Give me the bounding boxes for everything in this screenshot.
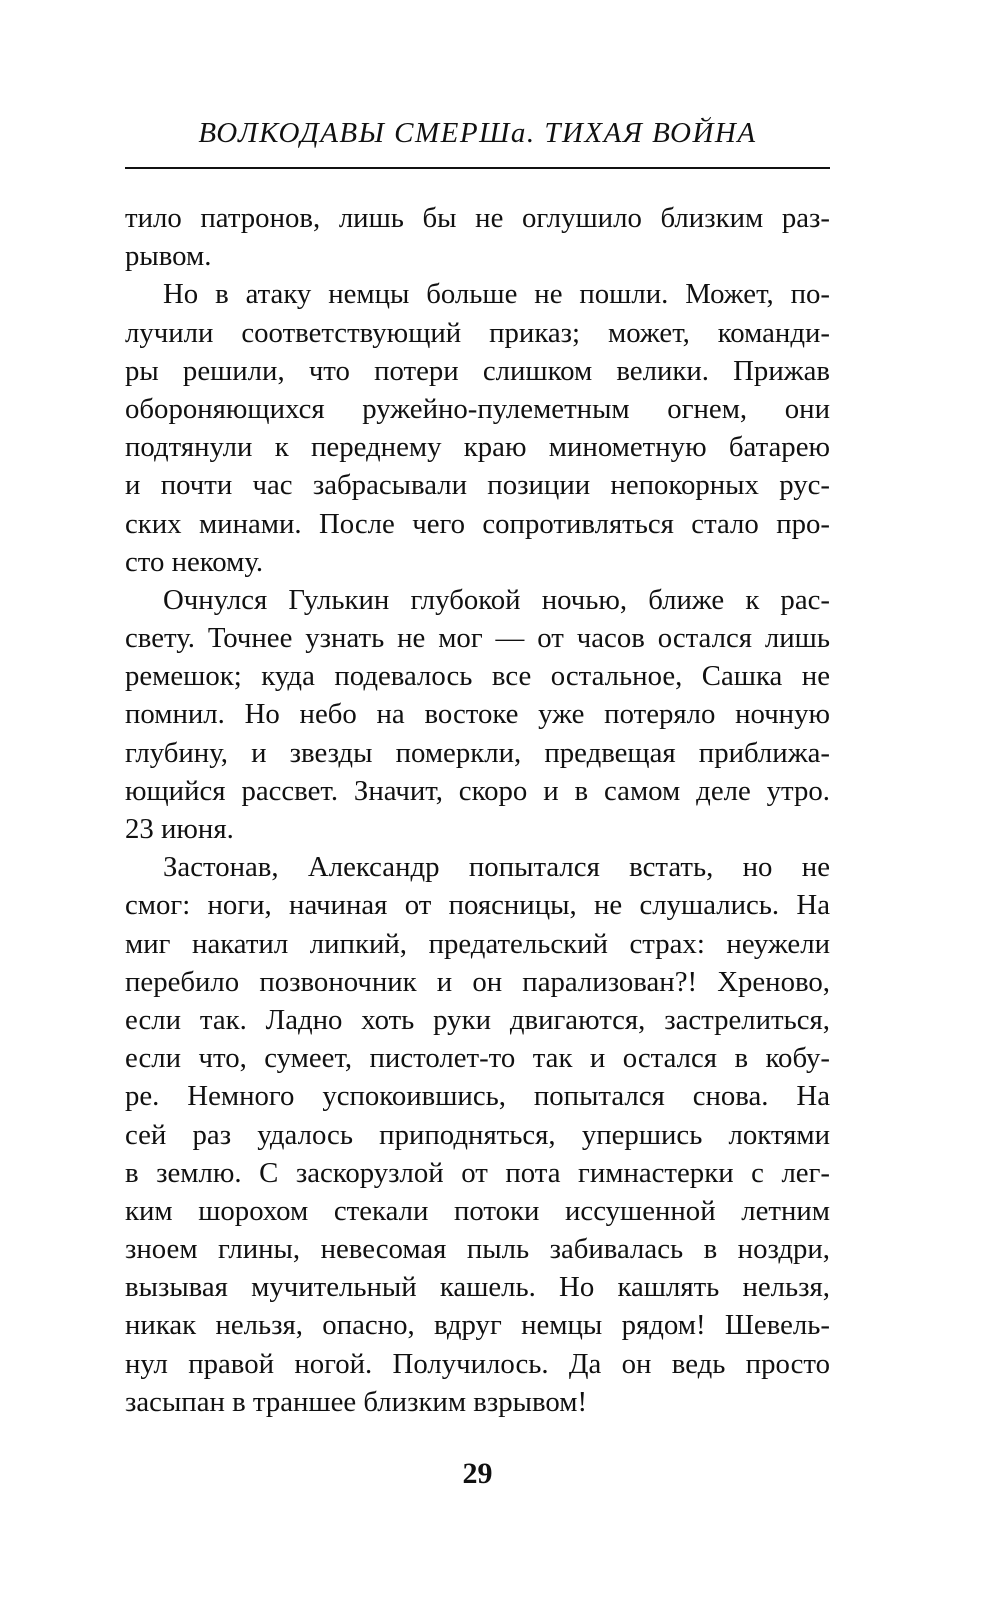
- running-title: ВОЛКОДАВЫ СМЕРШа. ТИХАЯ ВОЙНА: [198, 117, 757, 149]
- text-line: Застонав, Александр попытался встать, но не: [163, 851, 830, 884]
- text-line: рывом.: [125, 240, 212, 273]
- text-line: сто некому.: [125, 545, 264, 578]
- text-line: помнил. Но небо на востоке уже потеряло ночную: [125, 698, 830, 731]
- text-line: ремешок; куда подевалось все остальное, Сашка не: [125, 660, 830, 693]
- text-line: подтянули к переднему краю минометную батарею: [125, 431, 830, 464]
- text-line: обороняющихся ружейно-пулеметным огнем, они: [125, 392, 830, 425]
- text-line: если так. Ладно хоть руки двигаются, застрелиться,: [125, 1003, 830, 1036]
- text-line: ющийся рассвет. Значит, скоро и в самом деле утро.: [125, 774, 830, 807]
- text-line: сей раз удалось приподняться, упершись локтями: [125, 1118, 830, 1151]
- text-line: и почти час забрасывали позиции непокорных рус-: [125, 469, 830, 502]
- header-rule: [125, 167, 830, 169]
- text-line: перебило позвоночник и он парализован?! Хреново,: [125, 965, 830, 998]
- text-line: ских минами. После чего сопротивляться стало про-: [125, 507, 830, 540]
- text-line: Очнулся Гулькин глубокой ночью, ближе к рас-: [163, 583, 830, 616]
- text-line: ры решили, что потери слишком велики. Прижав: [125, 354, 830, 387]
- text-line: засыпан в траншее близким взрывом!: [125, 1385, 588, 1418]
- text-line: тило патронов, лишь бы не оглушило близким раз-: [125, 202, 830, 234]
- text-line: если что, сумеет, пистолет-то так и остался в кобу-: [125, 1042, 830, 1075]
- text-line: смог: ноги, начиная от поясницы, не слушались. На: [125, 889, 830, 922]
- text-line: лучили соответствующий приказ; может, команди-: [125, 316, 830, 349]
- text-line: свету. Точнее узнать не мог — от часов остался лишь: [125, 622, 830, 655]
- text-line: 23 июня.: [125, 813, 234, 845]
- text-line: в землю. С заскорузлой от пота гимнастерки с лег-: [125, 1156, 830, 1189]
- text-line: миг накатил липкий, предательский страх: неужели: [125, 927, 830, 960]
- text-line: никак нельзя, опасно, вдруг немцы рядом! Шевель-: [125, 1309, 830, 1342]
- text-line: зноем глины, невесомая пыль забивалась в ноздри,: [125, 1233, 830, 1266]
- text-line: нул правой ногой. Получилось. Да он ведь просто: [125, 1347, 830, 1380]
- text-line: Но в атаку немцы больше не пошли. Может, по-: [163, 278, 830, 311]
- body-text: [125, 199, 830, 1421]
- page-number: 29: [462, 1457, 493, 1490]
- text-line: ре. Немного успокоившись, попытался снова. На: [125, 1080, 830, 1113]
- text-line: ким шорохом стекали потоки иссушенной летним: [125, 1194, 830, 1227]
- text-line: глубину, и звезды померкли, предвещая приближа-: [125, 736, 830, 769]
- text-line: вызывая мучительный кашель. Но кашлять нельзя,: [125, 1271, 830, 1304]
